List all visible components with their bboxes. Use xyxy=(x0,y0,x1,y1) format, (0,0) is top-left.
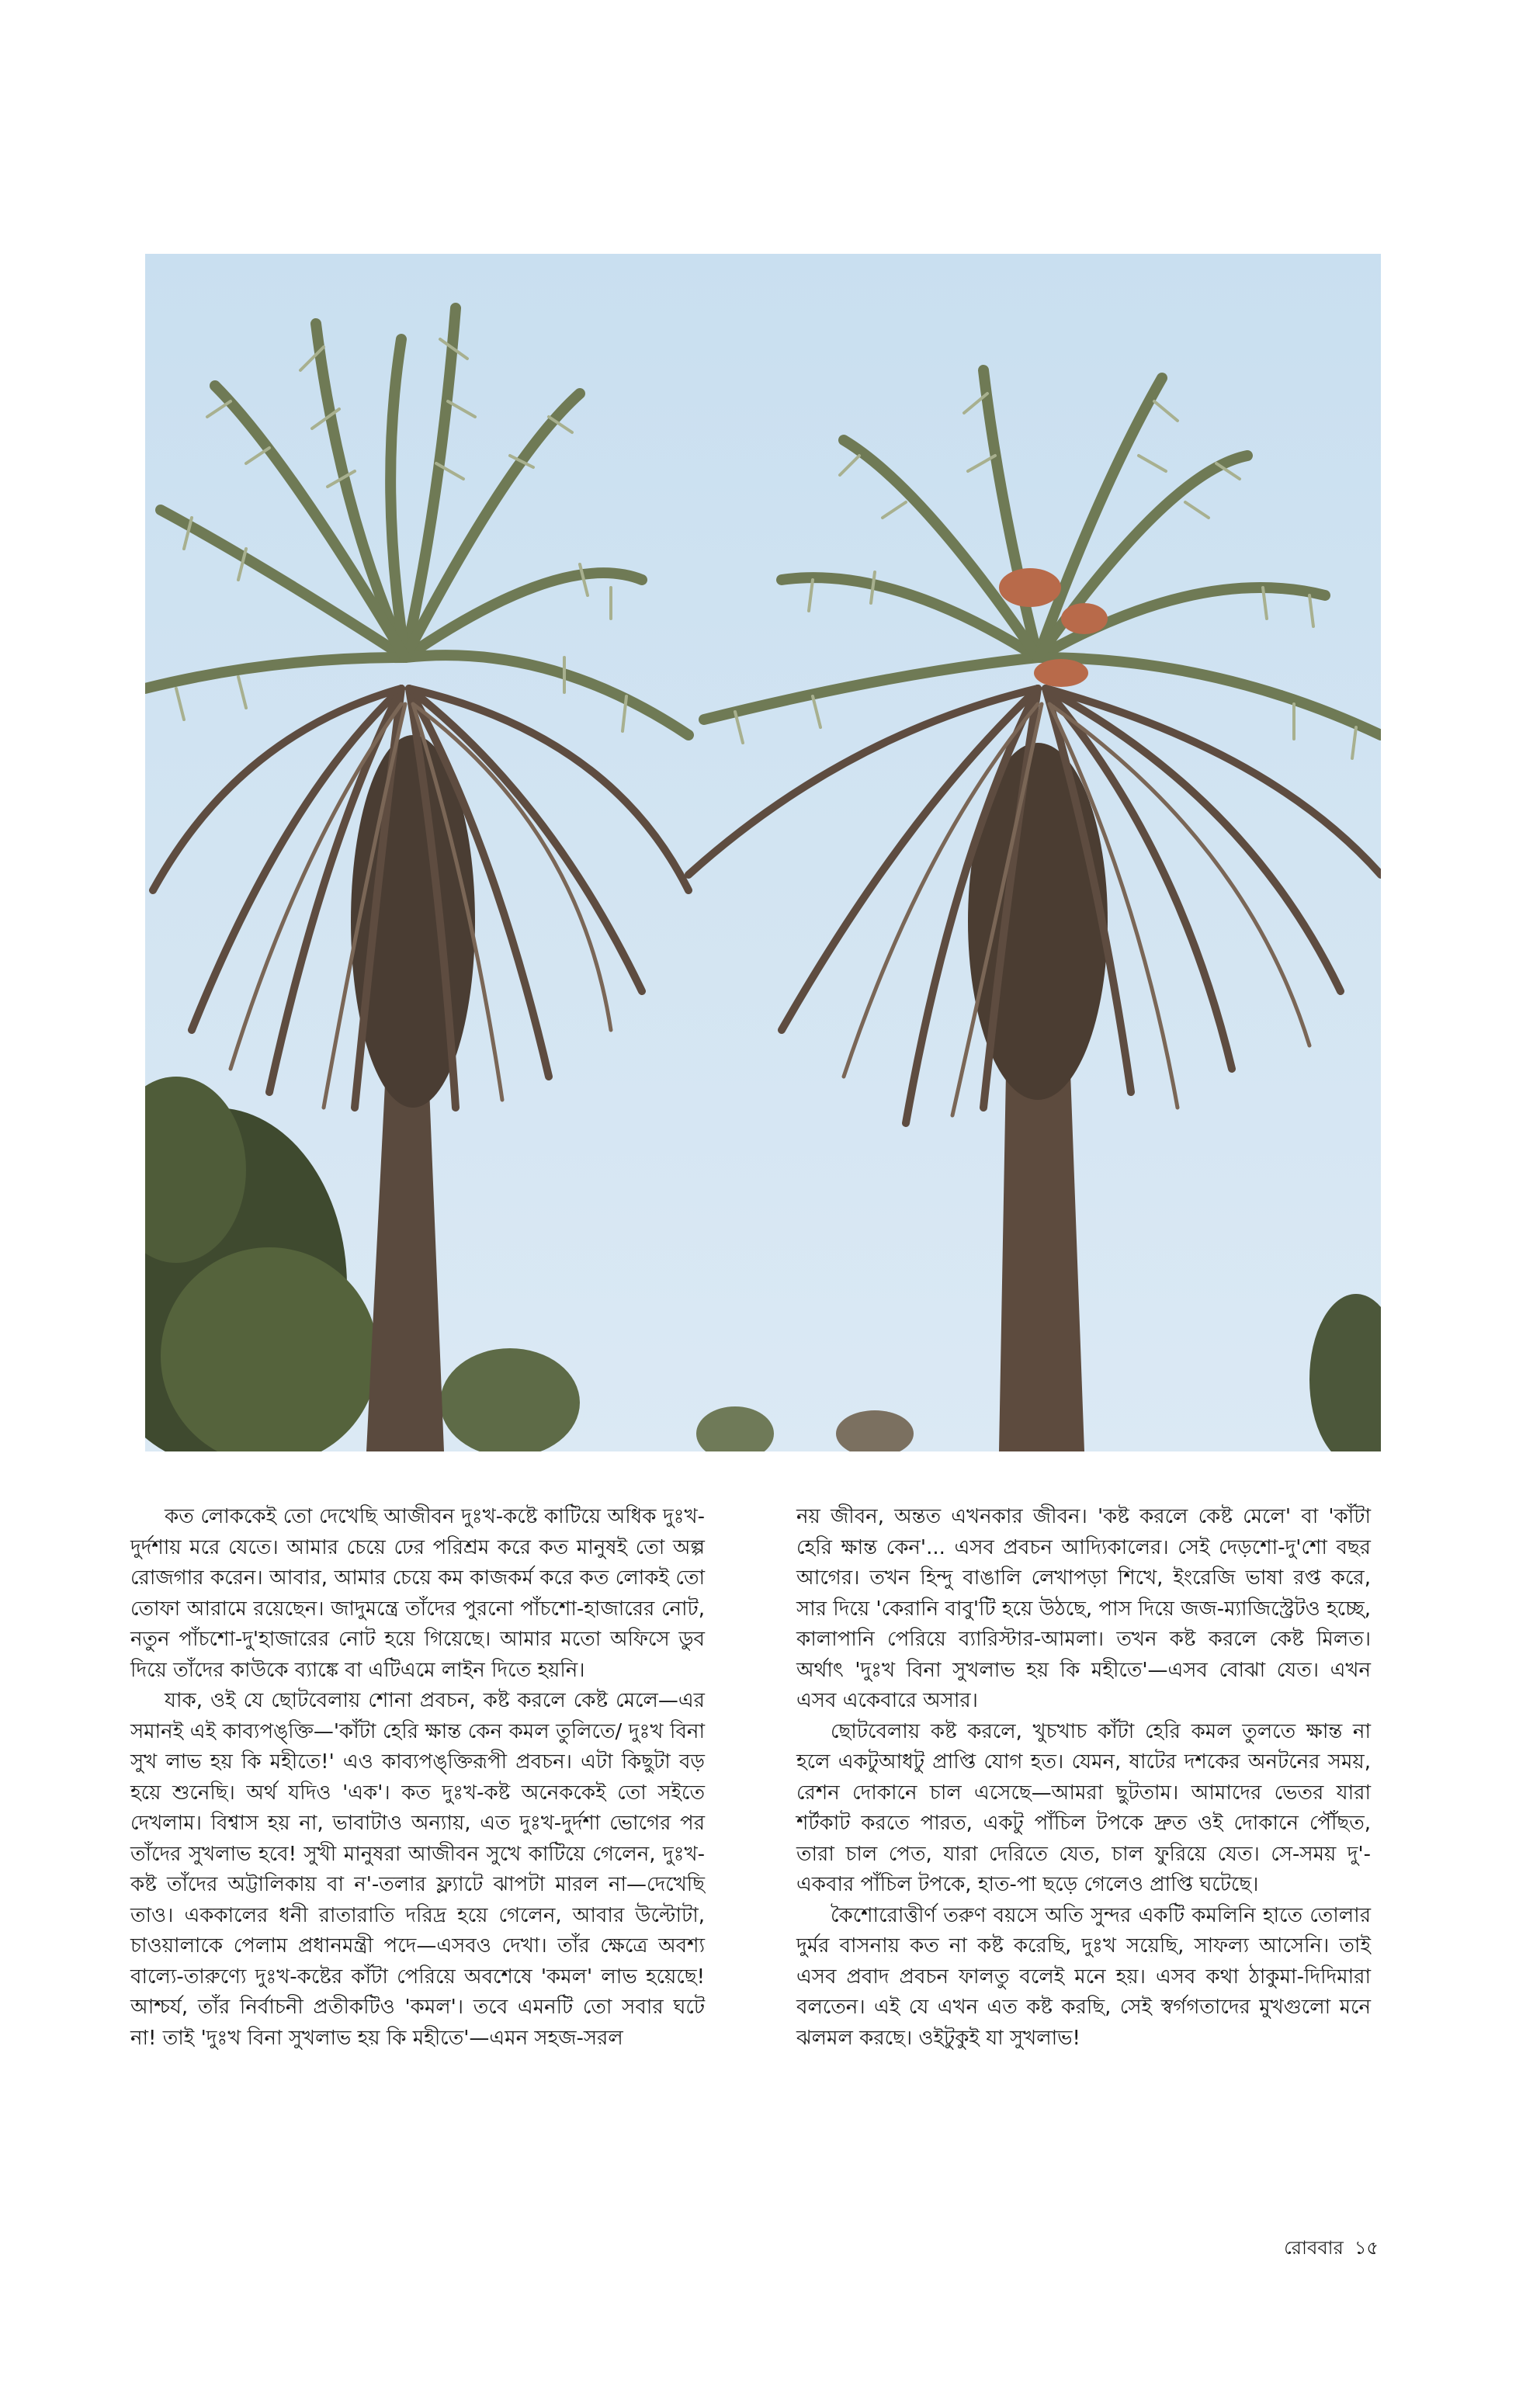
publication-name: রোববার xyxy=(1284,2237,1344,2259)
article-paragraph: নয় জীবন, অন্তত এখনকার জীবন। 'কষ্ট করলে কেষ্ট মেলে' বা 'কাঁটা হেরি ক্ষান্ত কেন'... এসব প্রবচন আদ্যিকালের। সেই দেড়শো-দু'শো বছর আগের। তখন হিন্দু বাঙালি লেখাপড়া শিখে, ইংরেজি ভাষা রপ্ত করে, সার দিয়ে 'কেরানি বাবু'টি হয়ে উঠছে, পাস দিয়ে জজ-ম্যাজিস্ট্রেটও হচ্ছে, কালাপানি পেরিয়ে ব্যারিস্টার-আমলা। তখন কষ্ট করলে কেষ্ট মিলত। অর্থাৎ 'দুঃখ বিনা সুখলাভ হয় কি মহীতে'—এসব বোঝা যেত। এখন এসব একেবারে অসার। xyxy=(796,1505,1372,1712)
palm-trees-illustration xyxy=(145,254,1381,1451)
palm-trees-photo xyxy=(145,254,1381,1451)
article-left-column xyxy=(130,1502,705,2054)
article-right-column xyxy=(796,1502,1371,2054)
page-number: ১৫ xyxy=(1354,2237,1379,2259)
page-folio xyxy=(1284,2234,1379,2265)
article-paragraph: ছোটবেলায় কষ্ট করলে, খুচখাচ কাঁটা হেরি কমল তুলতে ক্ষান্ত না হলে একটুআধটু প্রাপ্তি যোগ হত। যেমন, ষাটের দশকের অনটনের সময়, রেশন দোকানে চাল এসেছে—আমরা ছুটতাম। আমাদের ভেতর যারা শর্টকাট করতে পারত, একটু পাঁচিল টপকে দ্রুত ওই দোকানে পৌঁছত, তারা চাল পেত, যারা দেরিতে যেত, চাল ফুরিয়ে যেত। সে-সময় দু'-একবার পাঁচিল টপকে, হাত-পা ছড়ে গেলেও প্রাপ্তি ঘটেছে। xyxy=(796,1719,1371,1896)
article-paragraph: কত লোককেই তো দেখেছি আজীবন দুঃখ-কষ্টে কাটিয়ে অধিক দুঃখ-দুর্দশায় মরে যেতে। আমার চেয়ে ঢের পরিশ্রম করে কত মানুষই তো অল্প রোজগার করেন। আবার, আমার চেয়ে কম কাজকর্ম করে কত লোকই তো তোফা আরামে রয়েছেন। জাদুমন্ত্রে তাঁদের পুরনো পাঁচশো-হাজারের নোট, নতুন পাঁচশো-দু'হাজারের নোট হয়ে গিয়েছে। আমার মতো অফিসে ডুব দিয়ে তাঁদের কাউকে ব্যাঙ্কে বা এটিএমে লাইন দিতে হয়নি। xyxy=(130,1505,705,1682)
article-paragraph: কৈশোরোত্তীর্ণ তরুণ বয়সে অতি সুন্দর একটি কমলিনি হাতে তোলার দুর্মর বাসনায় কত না কষ্ট করেছি, দুঃখ সয়েছি, সাফল্য আসেনি। তাই এসব প্রবাদ প্রবচন ফালতু বলেই মনে হয়। এসব কথা ঠাকুমা-দিদিমারা বলতেন। এই যে এখন এত কষ্ট করছি, সেই স্বর্গগতাদের মুখগুলো মনে ঝলমল করছে। ওইটুকুই যা সুখলাভ! xyxy=(796,1903,1371,2050)
article-paragraph: যাক, ওই যে ছোটবেলায় শোনা প্রবচন, কষ্ট করলে কেষ্ট মেলে—এর সমানই এই কাব্যপঙ্‌ক্তি—'কাঁটা হেরি ক্ষান্ত কেন কমল তুলিতে/ দুঃখ বিনা সুখ লাভ হয় কি মহীতে!' এও কাব্যপঙ্‌ক্তিরূপী প্রবচন। এটা কিছুটা বড় হয়ে শুনেছি। অর্থ যদিও 'এক'। কত দুঃখ-কষ্ট অনেককেই তো সইতে দেখলাম। বিশ্বাস হয় না, ভাবাটাও অন্যায়, এত দুঃখ-দুর্দশা ভোগের পর তাঁদের সুখলাভ হবে! সুখী মানুষরা আজীবন সুখে কাটিয়ে গেলেন, দুঃখ-কষ্ট তাঁদের অট্টালিকায় বা ন'-তলার ফ্ল্যাটে ঝাপটা মারল না—দেখেছি তাও। এককালের ধনী রাতারাতি দরিদ্র হয়ে গেলেন, আবার উল্টোটা, চাওয়ালাকে পেলাম প্রধানমন্ত্রী পদে—এসবও দেখা। তাঁর ক্ষেত্রে অবশ্য বাল্যে-তারুণ্যে দুঃখ-কষ্টের কাঁটা পেরিয়ে অবশেষে 'কমল' লাভ হয়েছে! আশ্চর্য, তাঁর নির্বাচনী প্রতীকটিও 'কমল'। তবে এমনটি তো সবার ঘটে না! তাই 'দুঃখ বিনা সুখলাভ হয় কি মহীতে'—এমন সহজ-সরল xyxy=(130,1689,705,2050)
